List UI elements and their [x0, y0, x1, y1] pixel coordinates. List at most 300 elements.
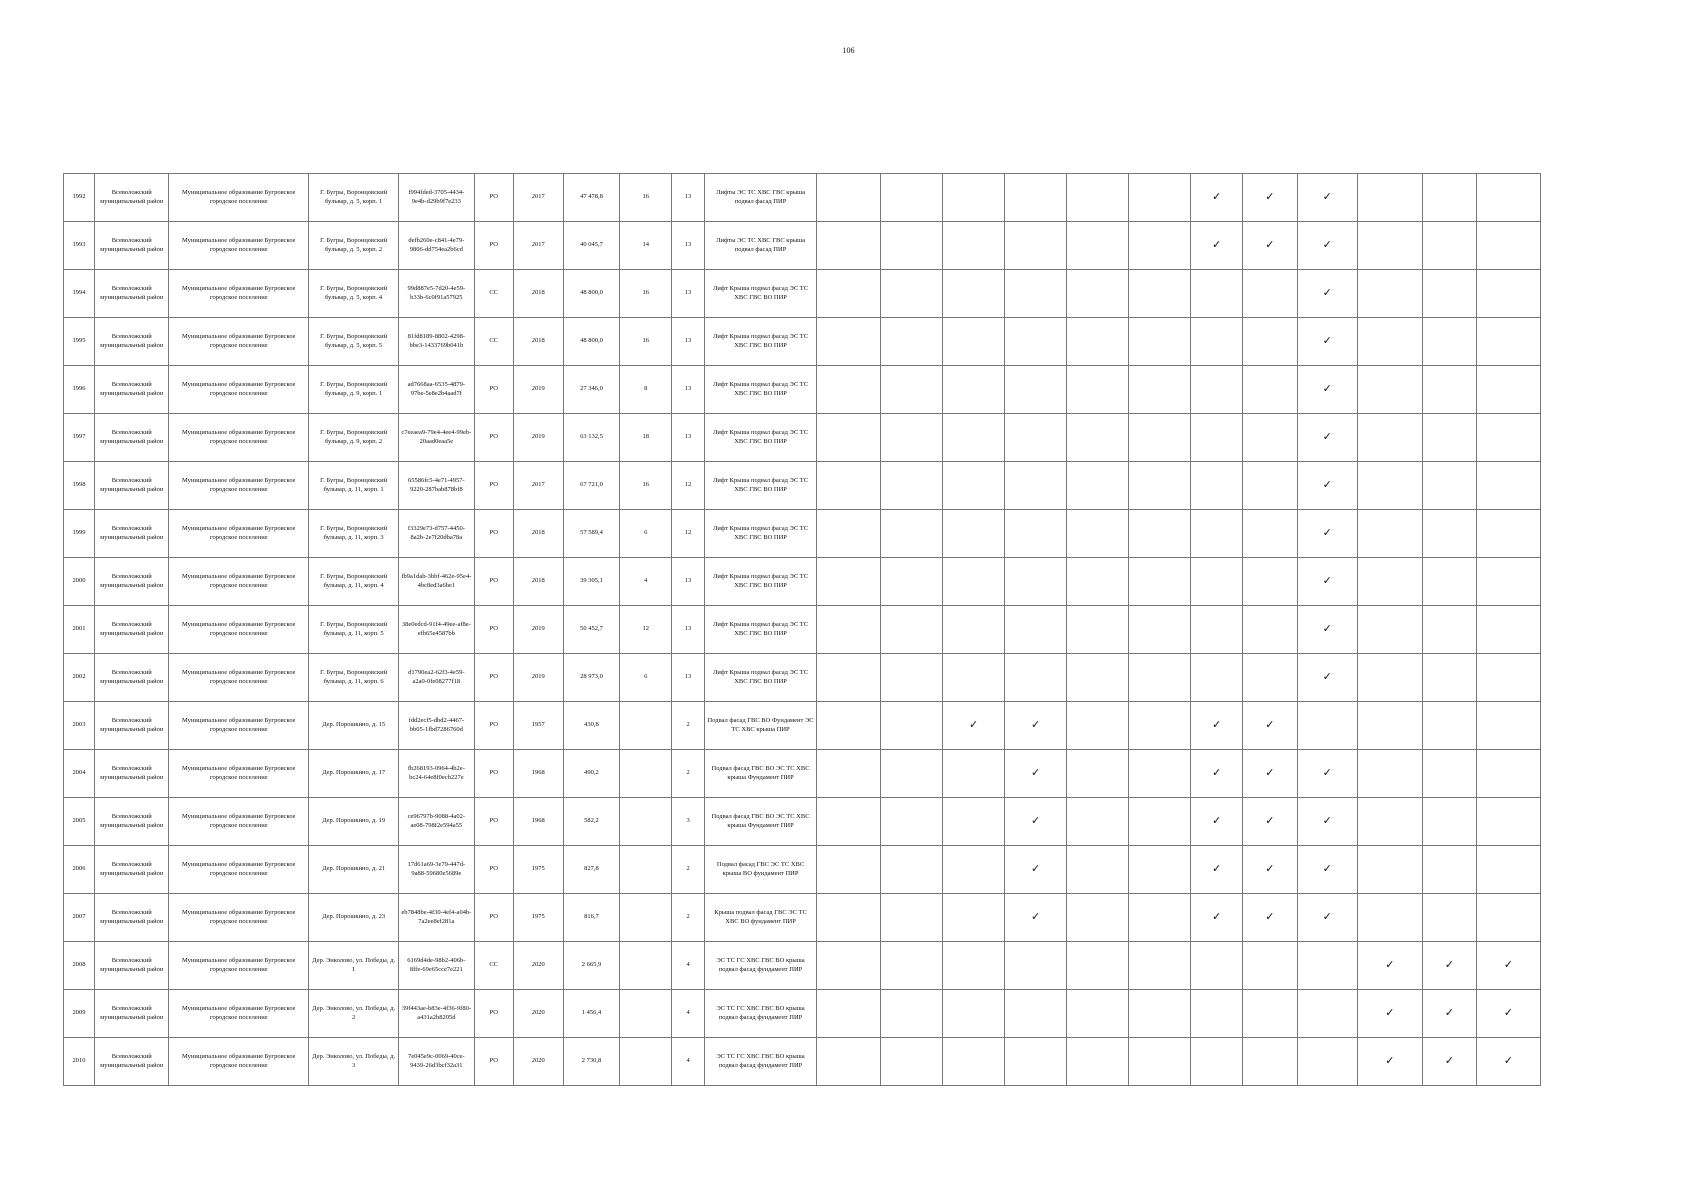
- work-cell-empty: [943, 990, 1005, 1038]
- year-cell: 1968: [513, 750, 563, 798]
- work-cell-empty: [943, 414, 1005, 462]
- work-cell-empty: [1357, 558, 1422, 606]
- checkmark-icon: ✓: [1297, 606, 1357, 654]
- year-cell: 1975: [513, 894, 563, 942]
- work-cell-empty: [881, 654, 943, 702]
- work-cell-empty: [816, 366, 880, 414]
- work-cell-empty: [881, 462, 943, 510]
- building-id-cell: 6169d4de-98b2-406b-8ffe-69e65cce7e221: [399, 942, 475, 990]
- floors-cell: 6: [620, 510, 672, 558]
- year-cell: 2017: [513, 174, 563, 222]
- works-cell: ЭС ТС ГС ХВС ГВС ВО крыша подвал фасад фундамент ПИР: [705, 1038, 817, 1086]
- checkmark-icon: ✓: [1242, 174, 1297, 222]
- district-cell: Всеволожский муниципальный район: [95, 750, 169, 798]
- fund-type-cell: РО: [474, 606, 513, 654]
- area-cell: 39 305,1: [563, 558, 620, 606]
- work-cell-empty: [1422, 270, 1476, 318]
- checkmark-icon: ✓: [1422, 1038, 1476, 1086]
- district-cell: Всеволожский муниципальный район: [95, 270, 169, 318]
- work-cell-empty: [881, 558, 943, 606]
- work-cell-empty: [1005, 942, 1067, 990]
- fund-type-cell: РО: [474, 846, 513, 894]
- municipality-cell: Муниципальное образование Бугровское городское поселение: [169, 510, 309, 558]
- work-cell-empty: [1476, 462, 1540, 510]
- floors-cell: [620, 942, 672, 990]
- table-row: [64, 174, 1541, 222]
- checkmark-icon: ✓: [1297, 750, 1357, 798]
- district-cell: Всеволожский муниципальный район: [95, 558, 169, 606]
- row-number: 1994: [64, 270, 95, 318]
- address-cell: Г. Бугры, Воронцовский бульвар, д. 5, корп. 5: [309, 318, 399, 366]
- checkmark-icon: ✓: [1191, 846, 1243, 894]
- address-cell: Г. Бугры, Воронцовский бульвар, д. 9, корп. 2: [309, 414, 399, 462]
- area-cell: 28 973,0: [563, 654, 620, 702]
- district-cell: Всеволожский муниципальный район: [95, 846, 169, 894]
- work-cell-empty: [816, 462, 880, 510]
- work-cell-empty: [1297, 1038, 1357, 1086]
- floors-cell: 18: [620, 414, 672, 462]
- row-number: 1995: [64, 318, 95, 366]
- work-cell-empty: [1422, 606, 1476, 654]
- municipality-cell: Муниципальное образование Бугровское городское поселение: [169, 318, 309, 366]
- work-cell-empty: [1129, 414, 1191, 462]
- works-cell: Лифт Крыша подвал фасад ЭС ТС ХВС ГВС ВО ПИР: [705, 270, 817, 318]
- building-id-cell: fdd2ecf5-dbd2-4467-bb05-1fbd7286760d: [399, 702, 475, 750]
- fund-type-cell: РО: [474, 366, 513, 414]
- floors-cell: 4: [620, 558, 672, 606]
- year-cell: 2020: [513, 1038, 563, 1086]
- work-cell-empty: [1129, 270, 1191, 318]
- area-cell: 2 730,8: [563, 1038, 620, 1086]
- district-cell: Всеволожский муниципальный район: [95, 174, 169, 222]
- work-cell-empty: [881, 750, 943, 798]
- work-cell-empty: [943, 510, 1005, 558]
- work-cell-empty: [1067, 990, 1129, 1038]
- address-cell: Дер. Порошкино, д. 15: [309, 702, 399, 750]
- building-id-cell: c7eeaea9-79e4-4ee4-99eb-20aad0eaa5e: [399, 414, 475, 462]
- district-cell: Всеволожский муниципальный район: [95, 366, 169, 414]
- work-cell-empty: [1191, 654, 1243, 702]
- floors-cell: 8: [620, 366, 672, 414]
- work-cell-empty: [943, 1038, 1005, 1086]
- row-number: 1992: [64, 174, 95, 222]
- work-cell-empty: [1242, 318, 1297, 366]
- work-cell-empty: [1476, 894, 1540, 942]
- works-cell: Лифт Крыша подвал фасад ЭС ТС ХВС ГВС ВО ПИР: [705, 366, 817, 414]
- work-cell-empty: [1129, 750, 1191, 798]
- fund-type-cell: РО: [474, 414, 513, 462]
- work-cell-empty: [1067, 606, 1129, 654]
- work-cell-empty: [1129, 558, 1191, 606]
- address-cell: Г. Бугры, Воронцовский бульвар, д. 5, корп. 1: [309, 174, 399, 222]
- work-cell-empty: [1242, 1038, 1297, 1086]
- table-row: [64, 654, 1541, 702]
- address-cell: Г. Бугры, Воронцовский бульвар, д. 11, корп. 3: [309, 510, 399, 558]
- checkmark-icon: ✓: [1297, 174, 1357, 222]
- works-cell: Лифт Крыша подвал фасад ЭС ТС ХВС ГВС ВО ПИР: [705, 510, 817, 558]
- year-cell: 2018: [513, 510, 563, 558]
- work-cell-empty: [1005, 990, 1067, 1038]
- works-cell: Лифты ЭС ТС ХВС ГВС крыша подвал фасад ПИР: [705, 174, 817, 222]
- year-cell: 2017: [513, 462, 563, 510]
- table-row: [64, 846, 1541, 894]
- work-cell-empty: [1297, 942, 1357, 990]
- works-cell: Лифт Крыша подвал фасад ЭС ТС ХВС ГВС ВО ПИР: [705, 558, 817, 606]
- work-cell-empty: [1476, 846, 1540, 894]
- building-id-cell: defb260e-c841-4e79-9806-dd754ea2b6cd: [399, 222, 475, 270]
- fund-type-cell: РО: [474, 174, 513, 222]
- municipality-cell: Муниципальное образование Бугровское городское поселение: [169, 462, 309, 510]
- address-cell: Г. Бугры, Воронцовский бульвар, д. 11, корп. 1: [309, 462, 399, 510]
- count-cell: 13: [672, 654, 705, 702]
- area-cell: 48 800,0: [563, 318, 620, 366]
- work-cell-empty: [1191, 510, 1243, 558]
- work-cell-empty: [1067, 366, 1129, 414]
- table-row: [64, 894, 1541, 942]
- floors-cell: 6: [620, 654, 672, 702]
- work-cell-empty: [816, 510, 880, 558]
- work-cell-empty: [1191, 414, 1243, 462]
- fund-type-cell: СС: [474, 318, 513, 366]
- address-cell: Г. Бугры, Воронцовский бульвар, д. 11, корп. 4: [309, 558, 399, 606]
- table-row: [64, 990, 1541, 1038]
- building-id-cell: fb268193-0964-4b2e-bc24-64e8f0ecb227e: [399, 750, 475, 798]
- district-cell: Всеволожский муниципальный район: [95, 702, 169, 750]
- checkmark-icon: ✓: [1005, 798, 1067, 846]
- work-cell-empty: [1191, 366, 1243, 414]
- work-cell-empty: [1242, 606, 1297, 654]
- work-cell-empty: [881, 942, 943, 990]
- municipality-cell: Муниципальное образование Бугровское городское поселение: [169, 558, 309, 606]
- building-id-cell: 81fd8189-8802-4298-bbe3-1433769b041b: [399, 318, 475, 366]
- floors-cell: 12: [620, 606, 672, 654]
- row-number: 2005: [64, 798, 95, 846]
- municipality-cell: Муниципальное образование Бугровское городское поселение: [169, 414, 309, 462]
- checkmark-icon: ✓: [1297, 462, 1357, 510]
- work-cell-empty: [816, 606, 880, 654]
- work-cell-empty: [1422, 702, 1476, 750]
- work-cell-empty: [1005, 606, 1067, 654]
- fund-type-cell: РО: [474, 222, 513, 270]
- work-cell-empty: [1129, 318, 1191, 366]
- work-cell-empty: [816, 750, 880, 798]
- work-cell-empty: [1067, 750, 1129, 798]
- work-cell-empty: [1005, 222, 1067, 270]
- checkmark-icon: ✓: [1005, 894, 1067, 942]
- checkmark-icon: ✓: [1191, 174, 1243, 222]
- table-row: [64, 414, 1541, 462]
- work-cell-empty: [1067, 510, 1129, 558]
- work-cell-empty: [1191, 942, 1243, 990]
- year-cell: 2019: [513, 414, 563, 462]
- row-number: 2007: [64, 894, 95, 942]
- work-cell-empty: [1476, 606, 1540, 654]
- row-number: 2009: [64, 990, 95, 1038]
- year-cell: 1975: [513, 846, 563, 894]
- municipality-cell: Муниципальное образование Бугровское городское поселение: [169, 1038, 309, 1086]
- work-cell-empty: [816, 1038, 880, 1086]
- work-cell-empty: [1422, 510, 1476, 558]
- works-cell: Подвал фасад ГВС ВО ЭС ТС ХВС крыша Фундамент ПИР: [705, 750, 817, 798]
- work-cell-empty: [1129, 174, 1191, 222]
- district-cell: Всеволожский муниципальный район: [95, 942, 169, 990]
- fund-type-cell: РО: [474, 558, 513, 606]
- checkmark-icon: ✓: [1242, 750, 1297, 798]
- work-cell-empty: [1476, 318, 1540, 366]
- checkmark-icon: ✓: [1297, 510, 1357, 558]
- work-cell-empty: [881, 606, 943, 654]
- work-cell-empty: [1067, 558, 1129, 606]
- building-id-cell: 7e045e9c-0069-40ce-9439-26d3bcf32a31: [399, 1038, 475, 1086]
- row-number: 2003: [64, 702, 95, 750]
- work-cell-empty: [816, 894, 880, 942]
- work-cell-empty: [1476, 654, 1540, 702]
- area-cell: 490,2: [563, 750, 620, 798]
- work-cell-empty: [1005, 1038, 1067, 1086]
- municipality-cell: Муниципальное образование Бугровское городское поселение: [169, 750, 309, 798]
- checkmark-icon: ✓: [1422, 990, 1476, 1038]
- district-cell: Всеволожский муниципальный район: [95, 462, 169, 510]
- work-cell-empty: [943, 222, 1005, 270]
- fund-type-cell: РО: [474, 798, 513, 846]
- work-cell-empty: [1242, 270, 1297, 318]
- checkmark-icon: ✓: [1357, 942, 1422, 990]
- work-cell-empty: [1422, 366, 1476, 414]
- work-cell-empty: [1476, 558, 1540, 606]
- work-cell-empty: [1476, 270, 1540, 318]
- page-number: 106: [842, 46, 855, 55]
- works-cell: Лифт Крыша подвал фасад ЭС ТС ХВС ГВС ВО ПИР: [705, 606, 817, 654]
- work-cell-empty: [1191, 558, 1243, 606]
- address-cell: Дер. Порошкино, д. 17: [309, 750, 399, 798]
- work-cell-empty: [1357, 702, 1422, 750]
- works-cell: Лифт Крыша подвал фасад ЭС ТС ХВС ГВС ВО ПИР: [705, 414, 817, 462]
- year-cell: 1968: [513, 798, 563, 846]
- address-cell: Г. Бугры, Воронцовский бульвар, д. 11, корп. 5: [309, 606, 399, 654]
- work-cell-empty: [881, 1038, 943, 1086]
- checkmark-icon: ✓: [1297, 414, 1357, 462]
- address-cell: Дер. Порошкино, д. 23: [309, 894, 399, 942]
- fund-type-cell: РО: [474, 702, 513, 750]
- count-cell: 2: [672, 894, 705, 942]
- work-cell-empty: [943, 174, 1005, 222]
- work-cell-empty: [881, 702, 943, 750]
- work-cell-empty: [1067, 798, 1129, 846]
- count-cell: 4: [672, 942, 705, 990]
- building-id-cell: 65586fc5-4e71-4957-9220-287bab878bf8: [399, 462, 475, 510]
- district-cell: Всеволожский муниципальный район: [95, 222, 169, 270]
- address-cell: Г. Бугры, Воронцовский бульвар, д. 5, корп. 4: [309, 270, 399, 318]
- work-cell-empty: [1242, 414, 1297, 462]
- address-cell: Г. Бугры, Воронцовский бульвар, д. 9, корп. 1: [309, 366, 399, 414]
- works-cell: Подвал фасад ГВС ВО ЭС ТС ХВС крыша Фундамент ПИР: [705, 798, 817, 846]
- area-cell: 430,8: [563, 702, 620, 750]
- work-cell-empty: [943, 462, 1005, 510]
- municipality-cell: Муниципальное образование Бугровское городское поселение: [169, 654, 309, 702]
- floors-cell: 16: [620, 270, 672, 318]
- works-cell: ЭС ТС ГС ХВС ГВС ВО крыша подвал фасад фундамент ПИР: [705, 990, 817, 1038]
- work-cell-empty: [881, 510, 943, 558]
- checkmark-icon: ✓: [1297, 318, 1357, 366]
- fund-type-cell: РО: [474, 990, 513, 1038]
- checkmark-icon: ✓: [1476, 990, 1540, 1038]
- municipality-cell: Муниципальное образование Бугровское городское поселение: [169, 606, 309, 654]
- checkmark-icon: ✓: [1005, 702, 1067, 750]
- table-row: [64, 462, 1541, 510]
- area-cell: 67 721,0: [563, 462, 620, 510]
- work-cell-empty: [1129, 366, 1191, 414]
- work-cell-empty: [1242, 558, 1297, 606]
- works-cell: Лифт Крыша подвал фасад ЭС ТС ХВС ГВС ВО ПИР: [705, 318, 817, 366]
- work-cell-empty: [816, 702, 880, 750]
- table-row: [64, 750, 1541, 798]
- work-cell-empty: [1005, 414, 1067, 462]
- work-cell-empty: [1422, 462, 1476, 510]
- work-cell-empty: [881, 846, 943, 894]
- work-cell-empty: [816, 798, 880, 846]
- municipality-cell: Муниципальное образование Бугровское городское поселение: [169, 798, 309, 846]
- work-cell-empty: [816, 414, 880, 462]
- table-row: [64, 558, 1541, 606]
- district-cell: Всеволожский муниципальный район: [95, 894, 169, 942]
- work-cell-empty: [1067, 1038, 1129, 1086]
- municipality-cell: Муниципальное образование Бугровское городское поселение: [169, 174, 309, 222]
- works-cell: Лифты ЭС ТС ХВС ГВС крыша подвал фасад ПИР: [705, 222, 817, 270]
- work-cell-empty: [943, 318, 1005, 366]
- work-cell-empty: [816, 558, 880, 606]
- works-cell: Лифт Крыша подвал фасад ЭС ТС ХВС ГВС ВО ПИР: [705, 654, 817, 702]
- work-cell-empty: [1242, 990, 1297, 1038]
- work-cell-empty: [1422, 414, 1476, 462]
- work-cell-empty: [1067, 462, 1129, 510]
- table-row: [64, 798, 1541, 846]
- work-cell-empty: [816, 318, 880, 366]
- works-cell: ЭС ТС ГС ХВС ГВС ВО крыша подвал фасад фундамент ПИР: [705, 942, 817, 990]
- work-cell-empty: [816, 990, 880, 1038]
- work-cell-empty: [943, 798, 1005, 846]
- work-cell-empty: [1476, 366, 1540, 414]
- work-cell-empty: [881, 366, 943, 414]
- year-cell: 1957: [513, 702, 563, 750]
- work-cell-empty: [943, 606, 1005, 654]
- work-cell-empty: [1129, 1038, 1191, 1086]
- building-id-cell: ad7668aa-6535-4879-97be-5e8e2b4aad7f: [399, 366, 475, 414]
- count-cell: 13: [672, 318, 705, 366]
- work-cell-empty: [816, 942, 880, 990]
- work-cell-empty: [1357, 846, 1422, 894]
- building-id-cell: ce96797b-9088-4a02-ae08-798f2e594a55: [399, 798, 475, 846]
- table-row: [64, 366, 1541, 414]
- checkmark-icon: ✓: [1005, 750, 1067, 798]
- work-cell-empty: [816, 270, 880, 318]
- work-cell-empty: [881, 414, 943, 462]
- work-cell-empty: [1242, 654, 1297, 702]
- work-cell-empty: [1242, 510, 1297, 558]
- area-cell: 47 478,8: [563, 174, 620, 222]
- housing-registry-table: [63, 173, 1541, 1086]
- floors-cell: [620, 894, 672, 942]
- work-cell-empty: [943, 846, 1005, 894]
- work-cell-empty: [1422, 846, 1476, 894]
- checkmark-icon: ✓: [1297, 798, 1357, 846]
- table-row: [64, 942, 1541, 990]
- work-cell-empty: [1129, 654, 1191, 702]
- work-cell-empty: [1422, 750, 1476, 798]
- work-cell-empty: [1476, 750, 1540, 798]
- work-cell-empty: [1067, 414, 1129, 462]
- work-cell-empty: [1067, 654, 1129, 702]
- table-row: [64, 222, 1541, 270]
- work-cell-empty: [881, 798, 943, 846]
- floors-cell: [620, 798, 672, 846]
- checkmark-icon: ✓: [1422, 942, 1476, 990]
- count-cell: 2: [672, 846, 705, 894]
- work-cell-empty: [1357, 798, 1422, 846]
- work-cell-empty: [1005, 462, 1067, 510]
- works-cell: Крыша подвал фасад ГВС ЭС ТС ХВС ВО фундамент ПИР: [705, 894, 817, 942]
- work-cell-empty: [1129, 510, 1191, 558]
- work-cell-empty: [816, 654, 880, 702]
- area-cell: 827,8: [563, 846, 620, 894]
- work-cell-empty: [1476, 414, 1540, 462]
- address-cell: Дер. Порошкино, д. 19: [309, 798, 399, 846]
- address-cell: Дер. Энколово, ул. Победы, д. 2: [309, 990, 399, 1038]
- count-cell: 4: [672, 990, 705, 1038]
- work-cell-empty: [1067, 942, 1129, 990]
- work-cell-empty: [1067, 702, 1129, 750]
- work-cell-empty: [1005, 558, 1067, 606]
- municipality-cell: Муниципальное образование Бугровское городское поселение: [169, 894, 309, 942]
- row-number: 2001: [64, 606, 95, 654]
- count-cell: 13: [672, 222, 705, 270]
- building-id-cell: 99d887e5-7d20-4e59-b33b-6c0f91a57925: [399, 270, 475, 318]
- work-cell-empty: [943, 942, 1005, 990]
- work-cell-empty: [1422, 798, 1476, 846]
- building-id-cell: eb7848be-4f30-4ef4-a04b-7a2ee8ef281a: [399, 894, 475, 942]
- work-cell-empty: [943, 558, 1005, 606]
- floors-cell: [620, 1038, 672, 1086]
- work-cell-empty: [1129, 798, 1191, 846]
- works-cell: Подвал фасад ГВС ВО Фундамент ЭС ТС ХВС крыша ПИР: [705, 702, 817, 750]
- work-cell-empty: [1129, 894, 1191, 942]
- count-cell: 3: [672, 798, 705, 846]
- work-cell-empty: [1422, 222, 1476, 270]
- municipality-cell: Муниципальное образование Бугровское городское поселение: [169, 366, 309, 414]
- building-id-cell: f3329e73-d757-4450-8a2b-2e7f20dba78a: [399, 510, 475, 558]
- checkmark-icon: ✓: [1297, 654, 1357, 702]
- fund-type-cell: РО: [474, 462, 513, 510]
- work-cell-empty: [1357, 894, 1422, 942]
- address-cell: Дер. Порошкино, д. 21: [309, 846, 399, 894]
- fund-type-cell: РО: [474, 510, 513, 558]
- checkmark-icon: ✓: [1297, 222, 1357, 270]
- count-cell: 13: [672, 414, 705, 462]
- work-cell-empty: [1191, 990, 1243, 1038]
- area-cell: 63 132,5: [563, 414, 620, 462]
- fund-type-cell: РО: [474, 654, 513, 702]
- table-row: [64, 702, 1541, 750]
- work-cell-empty: [1242, 942, 1297, 990]
- work-cell-empty: [1422, 558, 1476, 606]
- fund-type-cell: РО: [474, 894, 513, 942]
- building-id-cell: 17d61a69-3e79-447d-9a88-59680e5689e: [399, 846, 475, 894]
- row-number: 1997: [64, 414, 95, 462]
- area-cell: 40 045,7: [563, 222, 620, 270]
- table-row: [64, 1038, 1541, 1086]
- district-cell: Всеволожский муниципальный район: [95, 798, 169, 846]
- work-cell-empty: [1242, 462, 1297, 510]
- work-cell-empty: [1067, 270, 1129, 318]
